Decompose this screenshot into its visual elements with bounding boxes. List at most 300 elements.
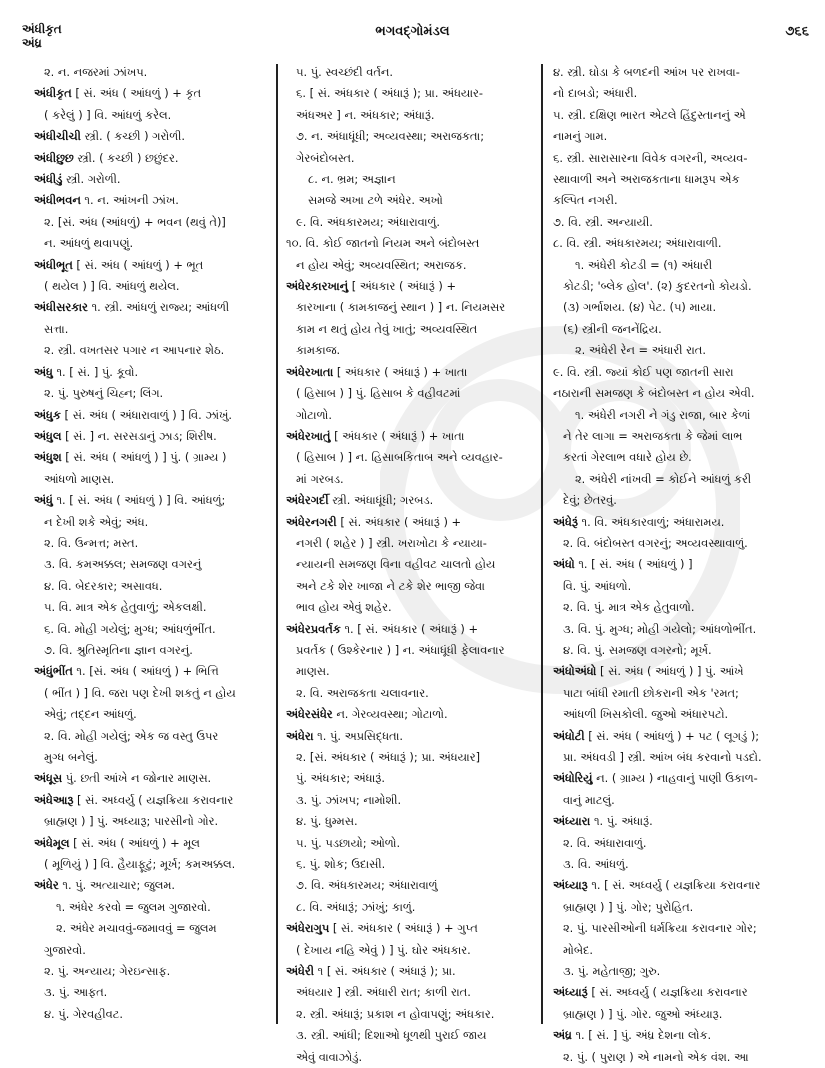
- entry-line: [286, 233, 536, 254]
- definition-text: ૧. [ સં. અંધ ( આંધળું ) ] વિ. આંધળું;: [52, 493, 226, 508]
- definition-text: ૬. પું. શોક; ઉદાસી.: [296, 857, 386, 872]
- entry-line: [34, 854, 270, 875]
- definition-text: ૮. વિ. અંધારૂં; ઝાંખું; કાળું.: [296, 899, 416, 914]
- definition-text: ભાવ હોય એવું શહેર.: [296, 600, 392, 615]
- definition-text: ૫. વિ. માત્ર એક હેતુવાળું; એકલક્ષી.: [44, 600, 207, 615]
- entry-line: [34, 1004, 270, 1025]
- definition-text: સ્ત્રી. ( કચ્છી ) છછુંદર.: [73, 150, 179, 165]
- definition-text: ૮. વિ. સ્ત્રી. અંધકારમય; અંધારાવાળી.: [553, 236, 722, 251]
- entry-line: [286, 148, 536, 169]
- entry-line: [34, 811, 270, 832]
- dictionary-entry: [34, 661, 270, 682]
- definition-text: પું. છતી આંખે ન જોનાર માણસ.: [62, 771, 212, 786]
- definition-text: ૯. વિ. સ્ત્રી. જ્યાં કોઈ પણ જાતની સારા: [553, 364, 734, 379]
- definition-text: ૧. પું. અંધારૂં.: [590, 814, 653, 829]
- definition-text: ( હિસાબ ) ] પું. હિસાબ કે વહીવટમાં: [296, 386, 461, 401]
- headword: અંધીચીચી: [34, 129, 81, 144]
- entry-line: [553, 918, 813, 939]
- entry-line: [553, 447, 813, 468]
- entry-line: [553, 854, 813, 875]
- definition-text: ૩. પું. આફત.: [44, 985, 108, 1000]
- definition-text: [ સં. અંધકાર ( અંધારૂં ) + ગુપ્ત: [329, 921, 478, 936]
- definition-text: ૨. [સં. અંધ (આંધળું) + ભવન (થવું તે)]: [44, 214, 226, 229]
- dictionary-entry: [553, 661, 813, 682]
- definition-text: (૩) ગર્ભાશય. (૪) પેટ. (૫) માયા.: [563, 300, 717, 315]
- definition-text: વિ. પું. આંધળો.: [563, 578, 632, 593]
- definition-text: ન. ગેરવ્યવસ્થા; ગોટાળો.: [332, 707, 448, 722]
- entry-line: [286, 469, 536, 490]
- entry-line: [34, 640, 270, 661]
- entry-line: [34, 319, 270, 340]
- definition-text: ૧. સ્ત્રી. આંધળું રાજ્ય; આંધળી: [87, 300, 230, 315]
- headword: અંધેરખાતા: [286, 364, 334, 379]
- headword: અંધેરસંધેર: [286, 707, 333, 722]
- definition-text: નઠારાની સમજણ કે બંદોબસ્ત ન હોય એવી.: [553, 386, 755, 401]
- definition-text: દેવું; છેતરવું.: [563, 493, 617, 508]
- headword: અંધેર: [34, 878, 59, 893]
- entry-line: [553, 233, 813, 254]
- entry-line: [286, 982, 536, 1003]
- definition-text: ૪. વિ. બેદરકાર; અસાવધ.: [44, 578, 163, 593]
- entry-line: [286, 576, 536, 597]
- definition-text: ૧. પું. અત્યાચાર; જુલમ.: [58, 878, 176, 893]
- entry-line: [34, 940, 270, 961]
- definition-text: નગરી ( શહેર ) ] સ્ત્રી. ખરાખોટા કે ન્યાયા-: [296, 535, 487, 550]
- entry-line: [34, 105, 270, 126]
- dictionary-entry: [286, 918, 536, 939]
- definition-text: ૨. ન. નજરમાં ઝાંખપ.: [44, 65, 148, 79]
- headword: અંધુક: [34, 407, 61, 422]
- entry-line: [286, 897, 536, 918]
- definition-text: [ સં. અધ્વર્યુ ( યજ્ઞક્રિયા કરાવનાર: [587, 985, 748, 1000]
- dictionary-entry: [286, 426, 536, 447]
- definition-text: ૧ [ સં. અંધકાર ( અંધારૂં ); પ્રા.: [314, 964, 456, 979]
- headword: અંધીકૃત: [34, 86, 72, 101]
- entry-line: [34, 212, 270, 233]
- entry-line: [553, 426, 813, 447]
- definition-text: ૩. સ્ત્રી. આંધી; દિશાઓ ધૂળથી પુરાઈ જાય: [296, 1028, 487, 1043]
- definition-text: ૭. ન. અંધાધૂંધી; અવ્યવસ્થા; અરાજકતા;: [296, 129, 485, 144]
- entry-line: [553, 83, 813, 104]
- definition-text: એવું; તદ્દન આંધળું.: [44, 707, 137, 722]
- entry-line: [553, 597, 813, 618]
- definition-text: મોબેદ.: [563, 942, 594, 957]
- entry-line: [553, 362, 813, 383]
- definition-text: પ્રા. અંધવડી ] સ્ત્રી. આંખ બંધ કરવાનો પડદો.: [563, 750, 762, 764]
- definition-text: ન દેખી શકે એવું; અંધ.: [44, 514, 149, 529]
- entry-line: [286, 1004, 536, 1025]
- definition-text: સ્ત્રી. ( કચ્છી ) ગરોળી.: [80, 129, 185, 144]
- entry-line: [286, 105, 536, 126]
- entry-line: [286, 1047, 536, 1068]
- definition-text: ૪. પું. ધુમ્મસ.: [296, 814, 358, 829]
- definition-text: ૨. અંધેરી રેન = અંધારી રાત.: [575, 343, 706, 358]
- definition-text: ૨. વિ. ઉન્મત્ત; મસ્ત.: [44, 535, 139, 550]
- definition-text: સ્થાવાળી અને અરાજકતાના ધામરૂપ એક: [553, 172, 740, 187]
- dictionary-entry: [34, 405, 270, 426]
- entry-line: [286, 940, 536, 961]
- headword: અંધો: [553, 557, 575, 572]
- entry-line: [34, 726, 270, 747]
- definition-text: સ્ત્રી. ગરોળી.: [62, 172, 121, 187]
- definition-text: ૮. ન. ભ્રમ; અજ્ઞાન: [308, 172, 396, 187]
- entry-line: [286, 533, 536, 554]
- entry-line: [34, 383, 270, 404]
- definition-text: [ અંધકાર ( અંધારૂં ) +: [348, 279, 456, 294]
- entry-line: [286, 768, 536, 789]
- definition-text: ( દેખાય નહિ એવું ) ] પું. ઘોર અંધકાર.: [296, 942, 471, 957]
- page-number: ૭૬૬: [785, 24, 809, 39]
- column-divider: [541, 64, 543, 1024]
- entry-line: [553, 961, 813, 982]
- definition-text: ૬. [ સં. અંધકાર ( અંધારૂં ); પ્રા. અંધયાર-: [296, 86, 484, 101]
- headword: અંધેરી: [286, 964, 314, 979]
- entry-line: [553, 297, 813, 318]
- definition-text: કારખાના ( કામકાજનું સ્થાન ) ] ન. નિયમસર: [296, 300, 506, 315]
- definition-text: ૩. વિ. કમઅક્કલ; સમજણ વગરનું: [44, 557, 202, 572]
- entry-line: [553, 319, 813, 340]
- entry-line: [553, 1004, 813, 1025]
- dictionary-entry: [34, 297, 270, 318]
- definition-text: ૪. પું. ગેરવહીવટ.: [44, 1006, 123, 1021]
- definition-text: ૨. વિ. પું. માત્ર એક હેતુવાળો.: [563, 600, 695, 615]
- entry-line: [286, 297, 536, 318]
- entry-line: [553, 469, 813, 490]
- entry-line: [286, 83, 536, 104]
- definition-text: ૧. [ સં. ] પું. કૂવો.: [52, 364, 139, 379]
- dictionary-entry: [34, 148, 270, 169]
- headword: અંધેરપ્રવર્તક: [286, 621, 341, 636]
- entry-line: [286, 126, 536, 147]
- entry-line: [34, 619, 270, 640]
- entry-line: [286, 854, 536, 875]
- entry-line: [553, 62, 813, 83]
- definition-text: ૨. પું. ( પુરાણ ) એ નામનો એક વંશ. આ: [563, 1049, 749, 1064]
- definition-text: ૭. વિ. અંધકારમય; અંધારાવાળું: [296, 878, 438, 893]
- dictionary-entry: [553, 875, 813, 896]
- definition-text: ૧. વિ. અંધકારવાળું; અંધારામય.: [577, 514, 725, 529]
- entry-line: [34, 683, 270, 704]
- entry-line: [286, 811, 536, 832]
- definition-text: [ સં. અંધ ( આંધળું ) + કૃત: [71, 86, 202, 101]
- definition-text: આંધળો માણસ.: [44, 471, 115, 486]
- dictionary-entry: [34, 169, 270, 190]
- entry-line: [34, 276, 270, 297]
- dictionary-entry: [286, 961, 536, 982]
- entry-line: [286, 340, 536, 361]
- definition-text: ૫. સ્ત્રી. દક્ષિણ ભારત એટલે હિંદુસ્તાનનું એ: [553, 107, 746, 122]
- entry-line: [286, 597, 536, 618]
- dictionary-entry: [34, 875, 270, 896]
- definition-text: ૧. [ સં. અધ્વર્યુ ( યજ્ઞક્રિયા કરાવનાર: [587, 878, 761, 893]
- dictionary-entry: [34, 83, 270, 104]
- dictionary-entry: [34, 790, 270, 811]
- dictionary-entry: [34, 255, 270, 276]
- entry-line: [553, 340, 813, 361]
- dictionary-entry: [34, 490, 270, 511]
- dictionary-entry: [34, 126, 270, 147]
- definition-text: ન હોય એવું; અવ્યવસ્થિત; અરાજક.: [296, 257, 467, 272]
- headword: અંધેમૂલ: [34, 835, 70, 850]
- definition-text: ( હિસાબ ) ] ન. હિસાબકિતાબ અને વ્યવહાર-: [296, 450, 503, 465]
- dictionary-entry: [34, 447, 270, 468]
- headword: અંધોરિયું: [553, 771, 593, 786]
- entry-line: [34, 704, 270, 725]
- definition-text: ૧. અંધેર કરવો = જુલમ ગુજારવો.: [56, 899, 211, 914]
- definition-text: અંધઅર ] ન. અંધકાર; અંધારૂં.: [296, 107, 435, 122]
- definition-text: સત્તા.: [44, 321, 69, 336]
- definition-text: બ્રાહ્મણ ) ] પું. ગોર; પુરોહિત.: [563, 899, 694, 914]
- entry-line: [286, 875, 536, 896]
- definition-text: ૨. [સં. અંધકાર ( અંધારૂં ); પ્રા. અંધયાર]: [296, 750, 481, 764]
- entry-line: [34, 233, 270, 254]
- entry-line: [34, 897, 270, 918]
- headword: અંધેરકારખાનું: [286, 279, 349, 294]
- definition-text: સમજે અખા ટળે અંધેર. અખો: [308, 193, 443, 208]
- dictionary-entry: [34, 362, 270, 383]
- definition-text: ૨. સ્ત્રી. અંધારૂં; પ્રકાશ ન હોવાપણું; અંધકાર.: [296, 1006, 495, 1021]
- entry-line: [34, 576, 270, 597]
- entry-line: [553, 683, 813, 704]
- headword: અંધોઅંધો: [553, 664, 597, 679]
- column-divider: [276, 64, 278, 1024]
- column-2: [286, 62, 536, 1068]
- entry-line: [553, 790, 813, 811]
- definition-text: આંધળી ખિસકોલી. જુઓ અંધારપટો.: [563, 707, 729, 722]
- entry-line: [553, 383, 813, 404]
- definition-text: ૪. સ્ત્રી. ઘોડા કે બળદની આંખ પર રાખવા-: [553, 65, 740, 79]
- entry-line: [286, 62, 536, 83]
- guide-word-first: અંધીકૃત: [22, 22, 62, 36]
- headword: અંધોટી: [553, 728, 585, 743]
- entry-line: [286, 383, 536, 404]
- headword: અંધૂસ: [34, 771, 63, 786]
- entry-line: [34, 597, 270, 618]
- definition-text: ૨. વિ. મોહી ગયેલું; એક જ વસ્તુ ઉપર: [44, 728, 219, 743]
- definition-text: માણસ.: [296, 664, 330, 679]
- definition-text: ન્યાયની સમજણ વિના વહીવટ ચાલતો હોય: [296, 557, 496, 572]
- headword: અંધીછુછ: [34, 150, 74, 165]
- definition-text: કલ્પિત નગરી.: [553, 193, 618, 208]
- definition-text: [ સં. અંધ ( આંધળું ) + ભૂત: [72, 257, 204, 272]
- definition-text: ગુજારવો.: [44, 942, 86, 957]
- definition-text: ૧. [સં. અંધ ( આંધળું ) + ભિત્તિ: [72, 664, 219, 679]
- entry-line: [286, 319, 536, 340]
- entry-line: [286, 212, 536, 233]
- definition-text: ગોટાળો.: [296, 407, 332, 422]
- definition-text: [ સં. અંધ ( આંધળું ) ] પું. આંખે: [596, 664, 744, 679]
- headword: અંધુ: [34, 364, 53, 379]
- definition-text: કરતાં ગેરલાભ વધારે હોય છે.: [563, 450, 692, 465]
- headword: અંધ્યારૂં: [553, 985, 588, 1000]
- entry-line: [553, 640, 813, 661]
- definition-text: બ્રાહ્મણ ) ] પું. ગોર. જુઓ અંધ્યારૂ.: [563, 1006, 723, 1021]
- dictionary-entry: [34, 768, 270, 789]
- definition-text: ૭. વિ. સ્ત્રી. અન્યાયી.: [553, 214, 653, 229]
- definition-text: કામ ન થતું હોય તેવું ખાતું; અવ્યવસ્થિત: [296, 321, 478, 336]
- definition-text: ૧. પું. અપ્રસિદ્ધતા.: [313, 728, 404, 743]
- entry-line: [553, 704, 813, 725]
- definition-text: અંધયાર ] સ્ત્રી. અંધારી રાત; કાળી રાત.: [296, 985, 471, 1000]
- headword: અંધીસરકાર: [34, 300, 88, 315]
- entry-line: [286, 661, 536, 682]
- page-title: ભગવદ્ગોમંડલ: [375, 24, 450, 39]
- entry-line: [553, 212, 813, 233]
- definition-text: ૩. પું. ઝાંખપ; નામોશી.: [296, 792, 402, 807]
- definition-text: ૪. વિ. પું. સમજણ વગરનો; મૂર્ખ.: [563, 642, 712, 657]
- entry-line: [553, 897, 813, 918]
- headword: અંધેરા: [286, 728, 314, 743]
- dictionary-entry: [553, 726, 813, 747]
- entry-line: [34, 918, 270, 939]
- definition-text: ૨. પું. અન્યાય; ગેરઇન્સાફ.: [44, 964, 171, 979]
- headword: અંધુલ: [34, 428, 62, 443]
- dictionary-entry: [34, 426, 270, 447]
- definition-text: ને તેર લાગા = અરાજકતા કે જેમાં લાભ: [563, 428, 743, 443]
- entry-line: [553, 105, 813, 126]
- entry-line: [553, 747, 813, 768]
- headword: અંધ્ર: [553, 1028, 572, 1043]
- definition-text: [ સં. અંધકાર ( અંધારૂં ) +: [336, 514, 462, 529]
- entry-line: [553, 833, 813, 854]
- definition-text: ગેરબંદોબસ્ત.: [296, 150, 355, 165]
- dictionary-entry: [34, 190, 270, 211]
- dictionary-entry: [553, 1025, 813, 1046]
- entry-line: [553, 533, 813, 554]
- definition-text: ( થયેલ ) ] વિ. આંધળું થયેલ.: [44, 279, 180, 294]
- headword: અંધેરૂં: [553, 514, 578, 529]
- definition-text: [ સં. અંધ ( અંધારાવાળું ) ] વિ. ઝાંખું.: [60, 407, 232, 422]
- entry-line: [286, 447, 536, 468]
- definition-text: [ સં. અંધ ( આંધળું ) ] પું. ( ગ્રામ્ય ): [61, 450, 227, 465]
- definition-text: ૧. [ સં. અંધકાર ( અંધારૂં ) +: [340, 621, 478, 636]
- dictionary-entry: [553, 768, 813, 789]
- definition-text: ૩. વિ. પું. મુગ્ધ; મોહી ગયેલો; આંધળોભીંત.: [563, 621, 757, 636]
- dictionary-entry: [553, 811, 813, 832]
- definition-text: ૩. પું. મહેતાજી; ગુરુ.: [563, 964, 661, 979]
- definition-text: ૧૦. વિ. કોઈ જાતનો નિયમ અને બંદોબસ્ત: [286, 236, 480, 251]
- definition-text: [ અંધકાર ( અંધારૂં ) + ખાતા: [330, 428, 465, 443]
- entry-line: [553, 1047, 813, 1068]
- definition-text: ૫. પું. સ્વચ્છંદી વર્તન.: [296, 65, 394, 79]
- headword: અંધેરખાતું: [286, 428, 331, 443]
- definition-text: ન. ( ગ્રામ્ય ) નાહવાનું પાણી ઉકાળ-: [592, 771, 758, 786]
- definition-text: ૫. પું. પડછાયો; ઓળો.: [296, 835, 401, 850]
- entry-line: [553, 490, 813, 511]
- definition-text: પ્રવર્તક ( ઉશ્કેરનાર ) ] ન. અંધાધૂંધી ફેલાવનાર: [296, 642, 505, 657]
- definition-text: વાનું માટલું.: [563, 792, 615, 807]
- definition-text: ૭. વિ. શ્રુતિસ્મૃતિના જ્ઞાન વગરનું.: [44, 642, 193, 657]
- definition-text: એવું વાવાઝોડું.: [296, 1049, 363, 1064]
- headword: અંધુશ: [34, 450, 62, 465]
- definition-text: ૬. વિ. મોહી ગયેલું; મુગ્ધ; આંધળુંભીંત.: [44, 621, 216, 636]
- entry-line: [553, 619, 813, 640]
- entry-line: [34, 961, 270, 982]
- definition-text: ૧. [ સં. ] પું. અંધ્ર દેશના લોક.: [571, 1028, 712, 1043]
- entry-line: [34, 533, 270, 554]
- entry-line: [286, 169, 536, 190]
- entry-line: [34, 62, 270, 83]
- dictionary-entry: [286, 512, 536, 533]
- headword: અંધેઆરૂ: [34, 792, 74, 807]
- definition-text: [ અંધકાર ( અંધારૂં ) + ખાતા: [333, 364, 468, 379]
- definition-text: ૨. અંધેરી નાંખવી = કોઈને આંધળું કરી: [575, 471, 752, 486]
- headword: અંધેરાગુપ: [286, 921, 330, 936]
- entry-line: [286, 554, 536, 575]
- entry-line: [286, 683, 536, 704]
- definition-text: ન. આંધળું થવાપણું.: [44, 236, 134, 251]
- definition-text: ૧. અંધેરી નગરી ને ગંડુ રાજા, બાર કેળાં: [575, 407, 751, 422]
- definition-text: ૨. પું. પુરુષનું ચિહ્ન; લિંગ.: [44, 386, 164, 401]
- entry-line: [553, 405, 813, 426]
- definition-text: કોટડી; 'બ્લેક હોલ'. (૨) કુદરતનો કોયડો.: [563, 279, 752, 294]
- entry-line: [286, 747, 536, 768]
- definition-text: નામનું ગામ.: [553, 129, 608, 144]
- entry-line: [553, 576, 813, 597]
- definition-text: ૬. સ્ત્રી. સારાસારના વિવેક વગરની, અવ્યવ-: [553, 150, 748, 165]
- definition-text: ૨. અંધેર મચાવવું-જમાવવું = જુલમ: [56, 921, 217, 936]
- entry-line: [286, 833, 536, 854]
- entry-line: [553, 276, 813, 297]
- entry-line: [34, 340, 270, 361]
- definition-text: બ્રાહ્મણ ) ] પું. અધ્યારૂ; પારસીનો ગોર.: [44, 814, 219, 829]
- entry-line: [553, 126, 813, 147]
- entry-line: [286, 640, 536, 661]
- dictionary-entry: [553, 512, 813, 533]
- dictionary-entry: [286, 704, 536, 725]
- entry-line: [34, 747, 270, 768]
- headword: અંધીભૂત: [34, 257, 73, 272]
- guide-word-last: અંધ્ર: [22, 36, 42, 50]
- headword: અંધીડું: [34, 172, 63, 187]
- definition-text: [ સં. અધ્વર્યુ ( યજ્ઞક્રિયા કરાવનાર: [73, 792, 234, 807]
- definition-text: [ સં. ] ન. સરસડાનું ઝાડ; શિરીષ.: [61, 428, 217, 443]
- definition-text: ૯. વિ. અંધકારમય; અંધારાવાળું.: [296, 214, 441, 229]
- definition-text: ૨. સ્ત્રી. વખતસર પગાર ન આપનાર શેઠ.: [44, 343, 225, 358]
- entry-line: [553, 148, 813, 169]
- definition-text: ૨. વિ. બંદોબસ્ત વગરનું; અવ્યવસ્થાવાળું.: [563, 535, 748, 550]
- definition-text: ૨. વિ. અરાજકતા ચલાવનાર.: [296, 685, 429, 700]
- column-1: [34, 62, 270, 1025]
- definition-text: સ્ત્રી. અંધાધૂંધી; ગરબડ.: [328, 493, 434, 508]
- dictionary-entry: [553, 554, 813, 575]
- definition-text: ( મૂળિયું ) ] વિ. હૈયાફૂટું; મૂર્ખ; કમઅક્કલ.: [44, 857, 236, 872]
- definition-text: ૧. અંધેરી કોટડી = (૧) અંધારી: [575, 257, 713, 272]
- dictionary-entry: [286, 726, 536, 747]
- definition-text: માં ગરબડ.: [296, 471, 344, 486]
- column-3: [553, 62, 813, 1068]
- dictionary-entry: [286, 362, 536, 383]
- definition-text: અને ટકે શેર ખાજા ને ટકે શેર ભાજી જેવા: [296, 578, 485, 593]
- definition-text: નો દાબડો; અંધારી.: [553, 86, 638, 101]
- definition-text: ( કરેલું ) ] વિ. આંધળું કરેલ.: [44, 107, 172, 122]
- entry-line: [34, 512, 270, 533]
- definition-text: ૧. [ સં. અંધ ( આંધળું ) ]: [574, 557, 693, 572]
- definition-text: (૬) સ્ત્રીની જનનેંદ્રિય.: [563, 321, 662, 336]
- headword: અંધ્યારા: [553, 814, 591, 829]
- definition-text: ૩. વિ. આંધળું.: [563, 857, 629, 872]
- entry-line: [34, 554, 270, 575]
- entry-line: [286, 405, 536, 426]
- definition-text: ૨. વિ. અંધારાવાળું.: [563, 835, 647, 850]
- definition-text: ૧. ન. આંખની ઝાંખ.: [80, 193, 179, 208]
- entry-line: [553, 169, 813, 190]
- entry-line: [553, 940, 813, 961]
- definition-text: [ સં. અંધ ( આંધળું ) + પટ ( લૂગડું );: [584, 728, 760, 743]
- dictionary-entry: [553, 982, 813, 1003]
- entry-line: [286, 1025, 536, 1046]
- headword: અંધુંભીંત: [34, 664, 73, 679]
